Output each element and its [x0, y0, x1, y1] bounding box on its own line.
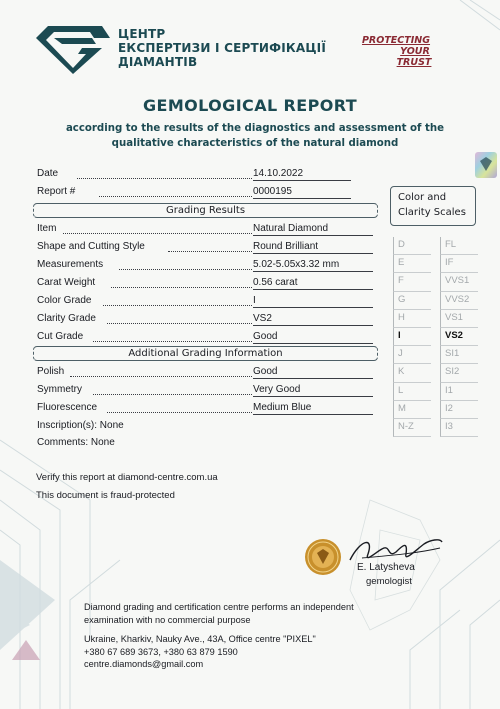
- comments-line: Comments: None: [37, 437, 115, 448]
- leader-dots: [93, 393, 252, 395]
- underline: [253, 271, 373, 272]
- section-grading-results: Grading Results: [33, 203, 378, 218]
- symmetry-label: Symmetry: [37, 384, 82, 395]
- clarity-scale-grade-fl: FL: [440, 237, 478, 255]
- verify-line: [36, 471, 218, 484]
- color-grade-value: I: [253, 295, 256, 306]
- underline: [253, 396, 373, 397]
- leader-dots: [168, 250, 252, 252]
- color-scale-grade-k: K: [393, 364, 431, 382]
- underline: [253, 235, 373, 236]
- signer-role: gemologist: [366, 576, 412, 587]
- org-name-line-1: ЦЕНТР: [118, 27, 166, 41]
- clarity-scale-grade-vvs1: VVS1: [440, 273, 478, 291]
- underline: [253, 378, 373, 379]
- fluorescence-value: Medium Blue: [253, 402, 312, 413]
- verify-text: Verify this report at: [36, 472, 118, 483]
- cut-grade-label: Cut Grade: [37, 331, 84, 342]
- carat-label: Carat Weight: [37, 277, 96, 288]
- clarity-scale-grade-vvs2: VVS2: [440, 292, 478, 310]
- organization-name: [118, 27, 326, 69]
- color-scale-grade-n-z: N-Z: [393, 419, 431, 437]
- leader-dots: [99, 195, 252, 197]
- signer-name: E. Latysheva: [357, 562, 415, 573]
- org-name-line-2: ЕКСПЕРТИЗИ І СЕРТИФІКАЦІЇ: [118, 41, 327, 55]
- email[interactable]: centre.diamonds@gmail.com: [84, 659, 204, 669]
- report-number-value: 0000195: [253, 186, 292, 197]
- shape-label: Shape and Cutting Style: [37, 241, 145, 252]
- disclaimer-line-2: examination with no commercial purpose: [84, 614, 251, 625]
- item-value: Natural Diamond: [253, 223, 329, 234]
- leader-dots: [107, 322, 252, 324]
- color-scale-grade-e: E: [393, 255, 431, 273]
- pink-triangle-icon: [12, 640, 40, 660]
- report-subtitle: [30, 121, 480, 151]
- fluorescence-label: Fluorescence: [37, 402, 98, 413]
- clarity-scale-grade-si1: SI1: [440, 346, 478, 364]
- subtitle-line-1: according to the results of the diagnostics and assessment of the: [65, 123, 445, 134]
- color-scale-grade-h: H: [393, 310, 431, 328]
- color-scale-grade-i: I: [393, 328, 431, 346]
- org-name-line-3: ДІАМАНТІВ: [118, 55, 198, 69]
- underline: [253, 198, 351, 199]
- clarity-scale-grade-vs1: VS1: [440, 310, 478, 328]
- clarity-scale-grade-i2: I2: [440, 401, 478, 419]
- report-number-label: Report #: [37, 186, 76, 197]
- subtitle-line-2: qualitative characteristics of the natural diamond: [111, 138, 399, 149]
- cut-grade-value: Good: [253, 331, 278, 342]
- color-scale-grade-g: G: [393, 292, 431, 310]
- scales-title-line-2: Clarity Scales: [398, 207, 466, 218]
- underline: [253, 325, 373, 326]
- disclaimer-line-1: Diamond grading and certification centre performs an independent: [84, 602, 354, 612]
- scales-title-line-1: Color and: [398, 192, 447, 203]
- color-scale-grade-l: L: [393, 383, 431, 401]
- color-scale: [393, 237, 431, 437]
- carat-value: 0.56 carat: [253, 277, 298, 288]
- hologram-sticker-icon: [474, 151, 498, 179]
- underline: [253, 414, 373, 415]
- address: Ukraine, Kharkiv, Nauky Ave., 43A, Office centre "PIXEL": [84, 634, 316, 644]
- leader-dots: [93, 340, 252, 342]
- leader-dots: [63, 232, 252, 234]
- section-additional-information: Additional Grading Information: [33, 346, 378, 361]
- gold-seal-icon: [304, 538, 342, 576]
- disclaimer: [84, 601, 354, 626]
- leader-dots: [111, 286, 252, 288]
- color-scale-grade-d: D: [393, 237, 431, 255]
- leader-dots: [119, 268, 252, 270]
- slogan-line-3: TRUST: [396, 57, 432, 68]
- clarity-scale-grade-si2: SI2: [440, 364, 478, 382]
- color-scale-grade-j: J: [393, 346, 431, 364]
- clarity-scale-grade-if: IF: [440, 255, 478, 273]
- underline: [253, 180, 351, 181]
- color-grade-label: Color Grade: [37, 295, 92, 306]
- polish-value: Good: [253, 366, 278, 377]
- color-scale-grade-f: F: [393, 273, 431, 291]
- phones[interactable]: +380 67 689 3673, +380 63 879 1590: [84, 646, 238, 657]
- fraud-protected-line: This document is fraud-protected: [36, 490, 175, 501]
- report-title: GEMOLOGICAL REPORT: [142, 96, 358, 115]
- date-label: Date: [37, 168, 59, 179]
- clarity-grade-value: VS2: [253, 313, 272, 324]
- scales-header: [390, 186, 476, 226]
- item-label: Item: [37, 223, 57, 234]
- clarity-scale-grade-vs2: VS2: [440, 328, 478, 346]
- leader-dots: [107, 411, 252, 413]
- diamond-logo-icon: [34, 24, 112, 76]
- measurements-value: 5.02-5.05x3.32 mm: [253, 259, 340, 270]
- symmetry-value: Very Good: [253, 384, 301, 395]
- leader-dots: [77, 177, 252, 179]
- leader-dots: [70, 375, 252, 377]
- slogan-line-2: YOUR: [400, 46, 430, 57]
- slogan-line-1: PROTECTING: [361, 35, 431, 46]
- underline: [253, 289, 373, 290]
- clarity-scale: [440, 237, 478, 437]
- slogan: [346, 35, 446, 68]
- measurements-label: Measurements: [37, 259, 104, 270]
- underline: [253, 307, 373, 308]
- shape-value: Round Brilliant: [253, 241, 319, 252]
- clarity-scale-grade-i3: I3: [440, 419, 478, 437]
- inscriptions-line: Inscription(s): None: [37, 420, 124, 431]
- leader-dots: [103, 304, 252, 306]
- underline: [253, 253, 373, 254]
- contact-block: [84, 633, 316, 671]
- polish-label: Polish: [37, 366, 65, 377]
- date-value: 14.10.2022: [253, 168, 304, 179]
- verify-link[interactable]: diamond-centre.com.ua: [117, 472, 218, 483]
- color-scale-grade-m: M: [393, 401, 431, 419]
- clarity-scale-grade-i1: I1: [440, 383, 478, 401]
- underline: [253, 343, 373, 344]
- clarity-grade-label: Clarity Grade: [37, 313, 96, 324]
